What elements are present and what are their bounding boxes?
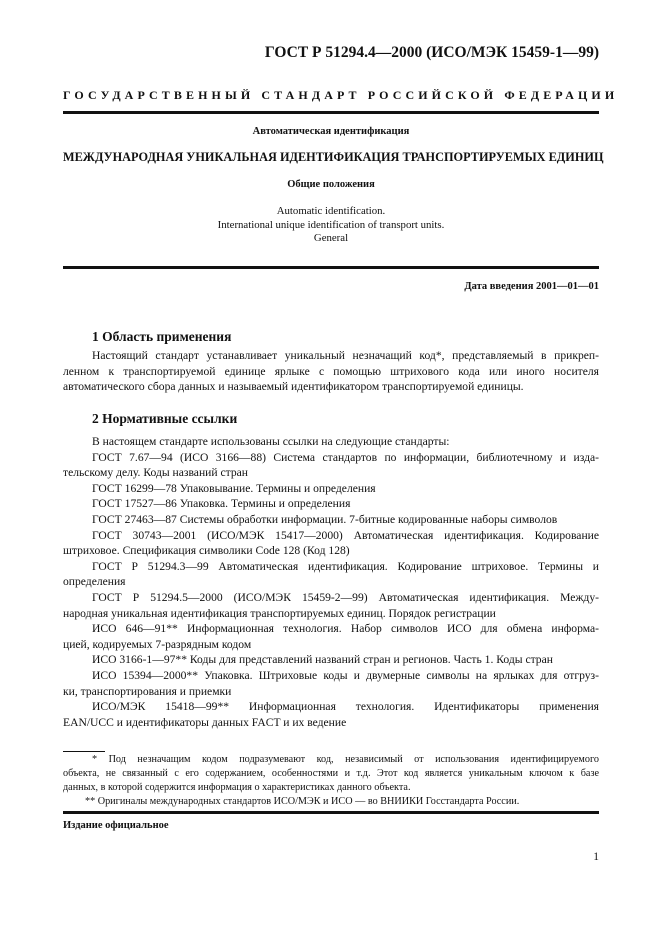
page-number: 1 [593,851,599,863]
reference-item [63,621,599,652]
reference-item [63,590,599,621]
text-line: Настоящий стандарт устанавливает уникальный незначащий код*, представляемый в прикреп- [92,349,599,362]
english-title-line: General [313,232,349,244]
reference-line: ИСО 3166-1—97** Коды для представлений названий стран и регионов. Часть 1. Коды стран [92,653,553,667]
reference-item [63,481,599,497]
footnote-line: ** Оригиналы международных стандартов ИСО/МЭК и ИСО — во ВНИИКИ Госстандарта России. [85,796,520,807]
reference-line: ки, транспортирования и приемки [63,684,232,698]
reference-line: ИСО 15394—2000** Упаковка. Штриховые коды и двумерные символы на ярлыках для отгруз- [92,668,599,682]
standard-subtitle: Общие положения [287,179,375,190]
references-list [63,434,599,730]
reference-line: определения [63,575,126,589]
header-divider [63,111,599,114]
reference-line: ИСО/МЭК 15418—99** Информационная технология. Идентификаторы применения [92,700,599,714]
footnote-line: объекта, не связанный с его содержанием, особенностями и т.д. Этот код является уникальным ключом к базе [63,768,599,779]
reference-line: ГОСТ 30743—2001 (ИСО/МЭК 15417—2000) Автоматическая идентификация. Кодирование [92,528,599,542]
footnotes [63,753,599,809]
footnote-separator [63,751,105,752]
document-number: ГОСТ Р 51294.4—2000 (ИСО/МЭК 15459-1—99) [264,44,599,61]
standard-group: Автоматическая идентификация [252,126,410,137]
footer-divider [63,811,599,814]
reference-line: EAN/UCC и идентификаторы данных FACT и их ведение [63,715,347,729]
reference-line: ГОСТ 7.67—94 (ИСО 3166—88) Система стандартов по информации, библиотечному и изда- [92,450,599,464]
reference-item [63,450,599,481]
section-1-heading: 1 Область применения [92,329,232,344]
footnote-line: данных, в которой содержится информация о характеристиках данного объекта. [63,782,411,793]
english-title-line: Automatic identification. [276,205,386,217]
text-line: ленном к транспортируемой единице ярлыке с помощью штрихового кода или иного носителя [63,364,599,378]
reference-line: ГОСТ 27463—87 Системы обработки информации. 7-битные кодированные наборы символов [92,512,558,526]
reference-item [63,668,599,699]
standard-title: МЕЖДУНАРОДНАЯ УНИКАЛЬНАЯ ИДЕНТИФИКАЦИЯ ТРАНСПОРТИРУЕМЫХ ЕДИНИЦ [63,150,604,164]
reference-line: ГОСТ Р 51294.3—99 Автоматическая идентификация. Кодирование штриховое. Термины и [92,559,599,573]
reference-line: штриховое. Спецификация символики Code 128 (Код 128) [63,544,350,558]
reference-item [63,559,599,590]
reference-line: ГОСТ 17527—86 Упаковка. Термины и определения [92,497,351,511]
reference-line: цией, кодируемых 7-разрядным кодом [63,637,252,651]
english-title [63,205,599,246]
section-1-text [63,348,599,395]
reference-item [63,652,599,668]
reference-item [63,699,599,730]
reference-line: ГОСТ Р 51294.5—2000 (ИСО/МЭК 15459-2—99) Автоматическая идентификация. Между- [92,590,599,604]
reference-line: тельскому делу. Коды названий стран [63,466,248,480]
footnote-line: * Под незначащим кодом подразумевают код, независимый от использования идентифицируемого [92,754,599,765]
reference-line: ГОСТ 16299—78 Упаковывание. Термины и определения [92,481,376,495]
introduction-date: Дата введения 2001—01—01 [464,281,599,292]
official-edition-label: Издание официальное [63,820,169,831]
text-line: автоматического сбора данных и называемый идентификатором транспортируемой единицы. [63,380,524,394]
reference-line: ИСО 646—91** Информационная технология. Набор символов ИСО для обмена информа- [92,622,599,636]
reference-line: народная уникальная идентификация транспортируемых единиц. Порядок регистрации [63,606,496,620]
section-2-heading: 2 Нормативные ссылки [92,411,238,426]
state-standard-banner: ГОСУДАРСТВЕННЫЙ СТАНДАРТ РОССИЙСКОЙ ФЕДЕРАЦИИ [63,88,619,102]
reference-item [63,528,599,559]
reference-item [63,496,599,512]
english-title-line: International unique identification of transport units. [217,218,445,231]
reference-item [63,512,599,528]
title-divider [63,266,599,269]
references-intro: В настоящем стандарте использованы ссылки на следующие стандарты: [92,435,450,448]
